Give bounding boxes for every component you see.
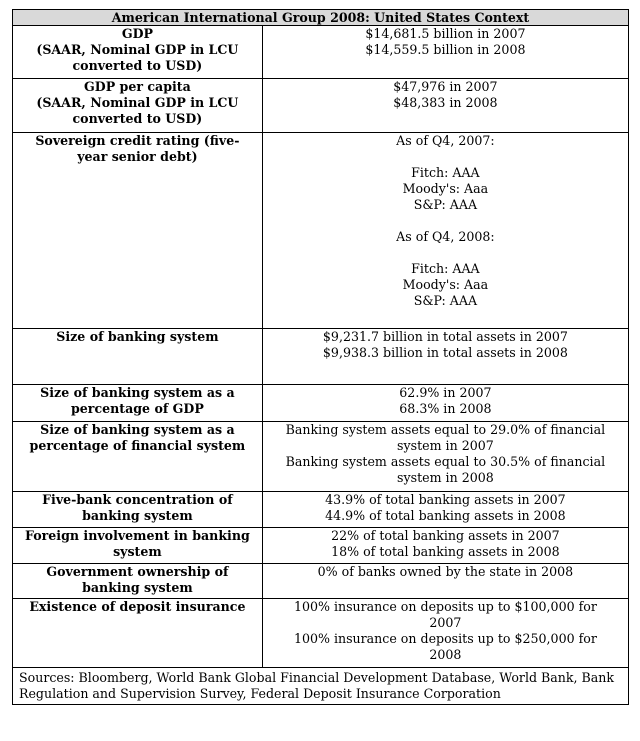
table-row-banking-pct-gdp: [13, 385, 629, 422]
table-row-government-ownership: [13, 564, 629, 599]
row-value-line: system in 2008: [397, 470, 494, 485]
row-value-spacer: [267, 149, 624, 165]
context-table: [12, 9, 629, 705]
row-value-line: S&P: AAA: [413, 293, 478, 308]
row-value-line: Banking system assets equal to 29.0% of financial: [285, 422, 606, 437]
row-value-line: 18% of total banking assets in 2008: [331, 544, 560, 559]
row-label: [13, 385, 263, 422]
row-value-line: Moody's: Aaa: [402, 277, 489, 292]
row-label-line: Size of banking system: [56, 329, 219, 344]
row-label-line: Size of banking system as a: [40, 422, 235, 437]
row-value: [262, 528, 628, 564]
table-row-gdp-per-capita: [13, 79, 629, 133]
table-title: American International Group 2008: United States Context: [13, 10, 629, 26]
table-row-banking-size: [13, 329, 629, 385]
row-label-line: banking system: [82, 508, 193, 523]
row-value-line: $14,559.5 billion in 2008: [365, 42, 526, 57]
row-value-line: As of Q4, 2008:: [396, 229, 495, 244]
row-label-line: Government ownership of: [46, 564, 229, 579]
row-value-line: $48,383 in 2008: [393, 95, 498, 110]
row-label-line: Size of banking system as a: [40, 385, 235, 400]
row-value-line: $14,681.5 billion in 2007: [365, 26, 526, 41]
row-value-line: 0% of banks owned by the state in 2008: [317, 564, 574, 579]
table-header-row: [13, 10, 629, 26]
row-value-line: Fitch: AAA: [411, 165, 480, 180]
row-label-line: Foreign involvement in banking: [24, 528, 250, 543]
row-label-line: converted to USD): [72, 58, 203, 73]
row-label-line: GDP: [121, 26, 153, 41]
table-row-foreign-involvement: [13, 528, 629, 564]
row-value-line: 68.3% in 2008: [399, 401, 492, 416]
row-value-line: Fitch: AAA: [411, 261, 480, 276]
row-value-line: 44.9% of total banking assets in 2008: [325, 508, 566, 523]
row-value-line: system in 2007: [397, 438, 494, 453]
row-value: [262, 385, 628, 422]
table-row-gdp: [13, 26, 629, 79]
row-label-line: (SAAR, Nominal GDP in LCU: [36, 95, 239, 110]
sources-note: Sources: Bloomberg, World Bank Global Financial Development Database, World Bank, Bank Regulation and Supervision Survey, Federal Deposit Insurance Corporation: [13, 668, 629, 705]
row-value-line: 2007: [429, 615, 462, 630]
row-label-line: GDP per capita: [84, 79, 191, 94]
row-value-spacer: [267, 245, 624, 261]
row-value: [262, 133, 628, 329]
row-value-line: S&P: AAA: [413, 197, 478, 212]
row-value-line: Moody's: Aaa: [402, 181, 489, 196]
row-label: [13, 79, 263, 133]
row-value: [262, 599, 628, 668]
row-label: [13, 133, 263, 329]
row-label: [13, 564, 263, 599]
row-value-line: As of Q4, 2007:: [396, 133, 495, 148]
row-label-line: percentage of GDP: [70, 401, 204, 416]
row-value: [262, 79, 628, 133]
table-row-sovereign-rating: [13, 133, 629, 329]
row-label: [13, 599, 263, 668]
row-label: [13, 422, 263, 492]
sources-row: [13, 668, 629, 705]
row-label-line: Sovereign credit rating (five-: [35, 133, 240, 148]
row-value-line: 22% of total banking assets in 2007: [331, 528, 560, 543]
table-row-five-bank-concentration: [13, 492, 629, 528]
row-value-line: 62.9% in 2007: [399, 385, 492, 400]
row-label-line: system: [113, 544, 162, 559]
row-value-line: 100% insurance on deposits up to $250,000 for: [293, 631, 597, 646]
row-value-line: $47,976 in 2007: [393, 79, 498, 94]
row-label: [13, 528, 263, 564]
row-label-line: year senior debt): [77, 149, 198, 164]
table-row-banking-pct-financial: [13, 422, 629, 492]
row-value: [262, 26, 628, 79]
row-value-line: Banking system assets equal to 30.5% of financial: [285, 454, 606, 469]
row-value: [262, 564, 628, 599]
row-value-line: $9,231.7 billion in total assets in 2007: [322, 329, 568, 344]
row-value-spacer: [267, 213, 624, 229]
row-label: [13, 26, 263, 79]
row-value: [262, 329, 628, 385]
row-value-line: 2008: [429, 647, 462, 662]
row-label: [13, 329, 263, 385]
row-value: [262, 422, 628, 492]
table-row-deposit-insurance: [13, 599, 629, 668]
row-label-line: converted to USD): [72, 111, 203, 126]
row-value-line: 100% insurance on deposits up to $100,000 for: [293, 599, 597, 614]
row-label: [13, 492, 263, 528]
row-label-line: percentage of financial system: [29, 438, 246, 453]
row-label-line: Existence of deposit insurance: [29, 599, 246, 614]
row-label-line: Five-bank concentration of: [42, 492, 233, 507]
row-value-line: 43.9% of total banking assets in 2007: [325, 492, 566, 507]
row-label-line: banking system: [82, 580, 193, 595]
row-value-line: $9,938.3 billion in total assets in 2008: [322, 345, 568, 360]
row-value: [262, 492, 628, 528]
row-label-line: (SAAR, Nominal GDP in LCU: [36, 42, 239, 57]
